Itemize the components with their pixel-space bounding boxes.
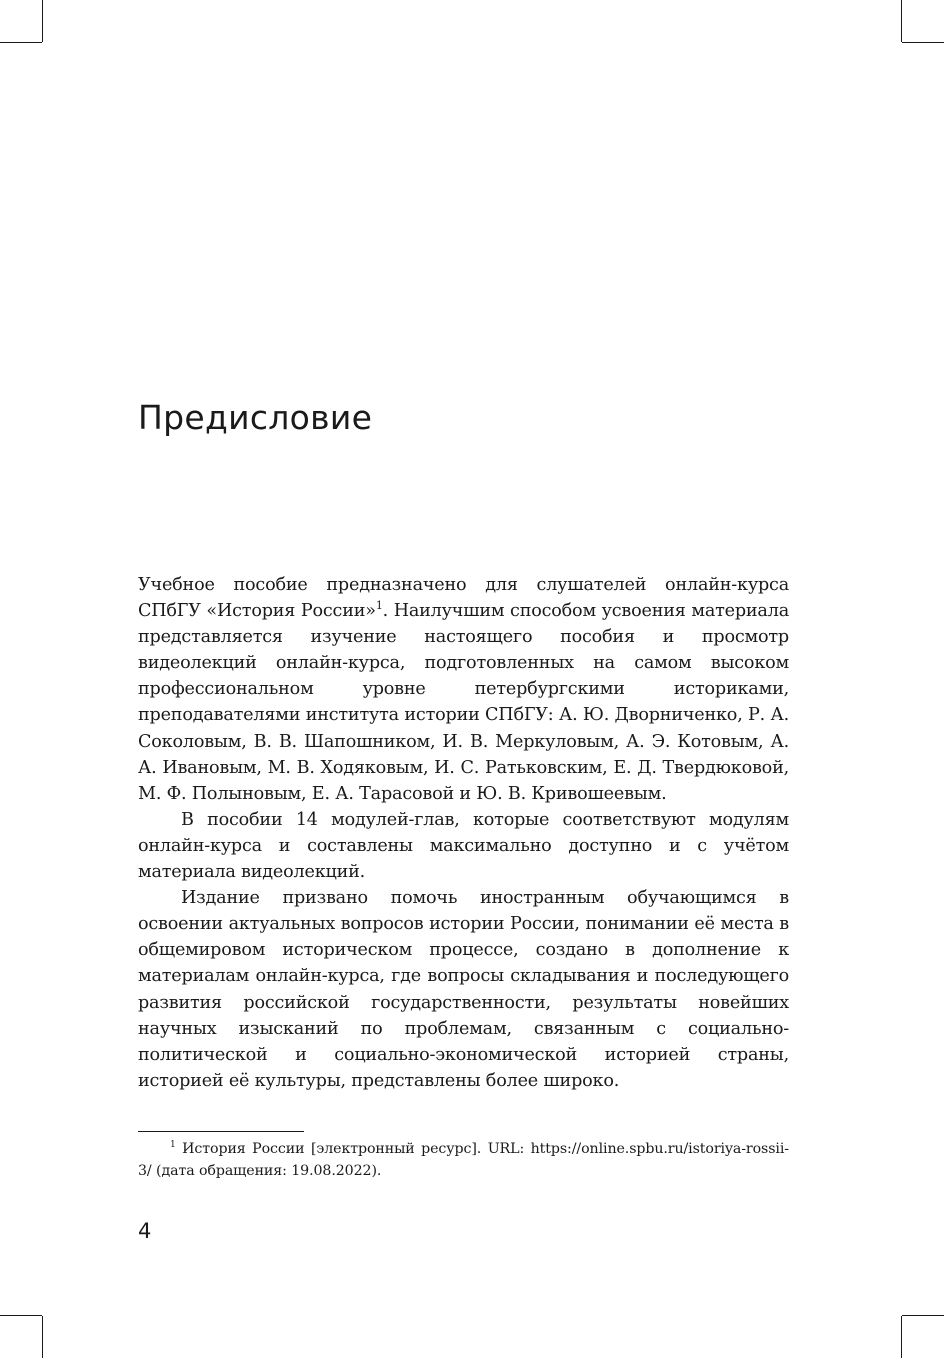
crop-mark-bottom-right-vertical xyxy=(901,1316,902,1358)
page-title: Предисловие xyxy=(138,398,373,437)
crop-mark-top-left-vertical xyxy=(42,0,43,42)
page-number: 4 xyxy=(138,1219,152,1243)
paragraph-2: В пособии 14 модулей-глав, которые соответствуют модулям онлайн-курса и составлены максимально доступно и с учётом материала видеолекций. xyxy=(138,809,789,883)
paragraph-1-text-start: Учебное пособие предназначено для слушателей онлайн-курса СПбГУ «История России» xyxy=(138,575,789,622)
footnote-text: История России [электронный ресурс]. URL: https://online.spbu.ru/istoriya-rossii-3/ (дата обращения: 19.08.2022). xyxy=(138,1141,789,1179)
crop-mark-bottom-left-vertical xyxy=(42,1316,43,1358)
footnote-reference[interactable]: 1 xyxy=(375,599,383,613)
footnote-divider xyxy=(138,1131,304,1132)
paragraph-1 xyxy=(138,572,789,807)
crop-mark-top-left-horizontal xyxy=(0,42,42,43)
crop-mark-top-right-horizontal xyxy=(902,42,944,43)
paragraph-1-text-end: . Наилучшим способом усвоения материала представляется изучение настоящего пособия и просмотр видеолекций онлайн-курса, подготовленных на самом высоком профессиональном уровне петербургскими историками, преподавателями института истории СПбГУ: А. Ю. Дворниченко, Р. А. Соколовым, В. В. Шапошником, И. В. Меркуловым, А. Э. Котовым, А. А. Ивановым, М. В. Ходяковым, И. С. Ратьковским, Е. Д. Твердюковой, М. Ф. Полыновым, Е. А. Тарасовой и Ю. В. Кривошеевым. xyxy=(138,601,789,804)
crop-mark-top-right-vertical xyxy=(901,0,902,42)
footnote xyxy=(138,1138,789,1182)
main-text xyxy=(138,572,789,1094)
paragraph-3: Издание призвано помочь иностранным обучающимся в освоении актуальных вопросов истории России, понимании её места в общемировом историческом процессе, создано в дополнение к материалам онлайн-курса, где вопросы складывания и последующего развития российской государственности, результаты новейших научных изысканий по проблемам, связанным с социально-политической и социально-экономической историей страны, историей её культуры, представлены более широко. xyxy=(138,888,789,1091)
crop-mark-bottom-left-horizontal xyxy=(0,1315,42,1316)
footnote-number: 1 xyxy=(170,1140,176,1150)
crop-mark-bottom-right-horizontal xyxy=(902,1315,944,1316)
